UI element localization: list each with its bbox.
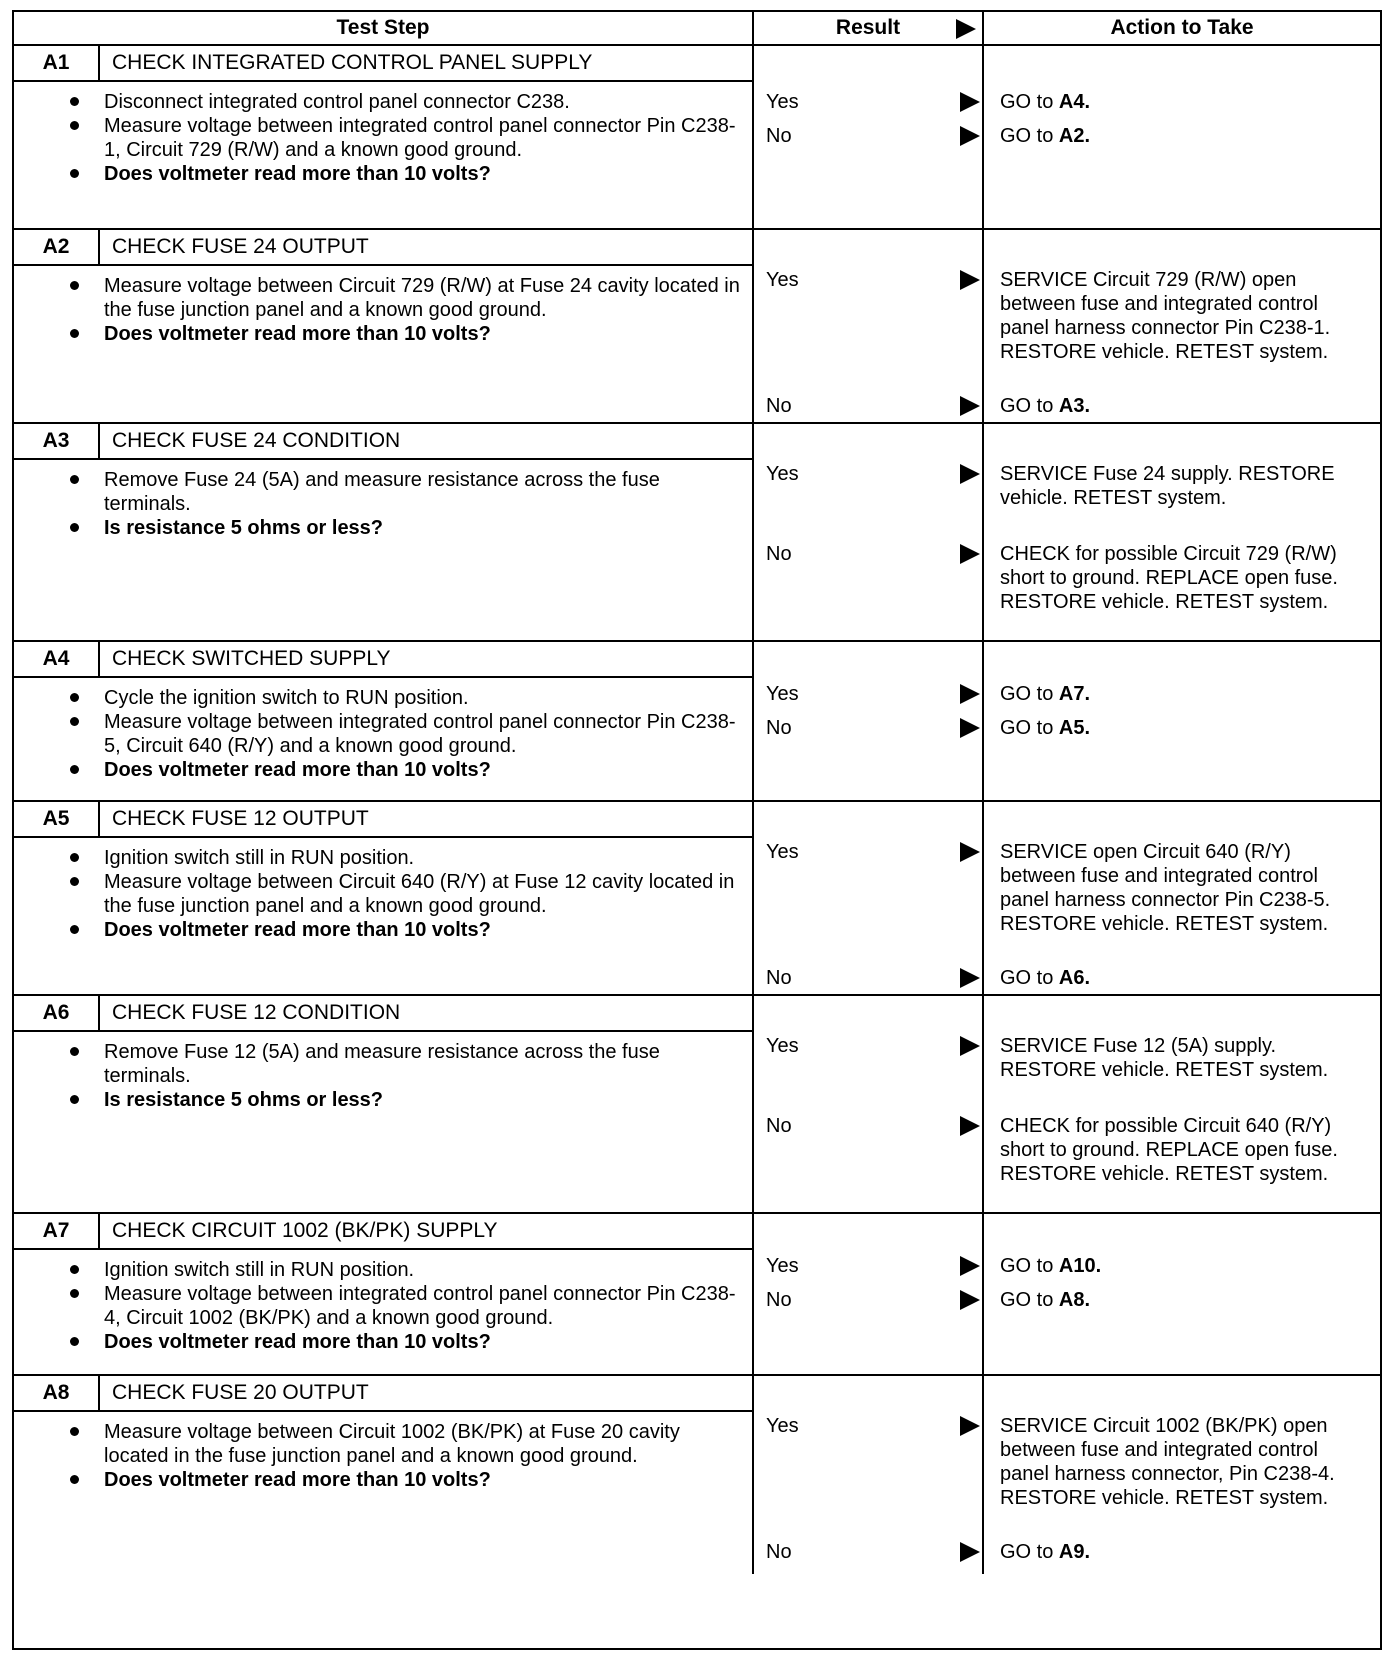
action-text (984, 1114, 1380, 1186)
result-text: Yes (766, 841, 799, 863)
arrow-right-icon (960, 968, 980, 988)
bullet-icon (70, 475, 79, 484)
step-results (754, 1214, 1380, 1374)
action-text (984, 90, 1380, 114)
result-row-yes (754, 682, 1380, 706)
step-instructions (14, 1250, 752, 1360)
action-text (984, 124, 1380, 148)
result-label (754, 268, 984, 364)
action-text (984, 1034, 1380, 1082)
result-label (754, 1254, 984, 1278)
step-header (14, 802, 752, 838)
arrow-right-icon (960, 1256, 980, 1276)
result-text: No (766, 1115, 792, 1137)
instruction-text: Measure voltage between integrated control panel connector Pin C238-4, Circuit 1002 (BK/PK) and a known good ground. (104, 1283, 736, 1329)
step-procedure (14, 802, 754, 994)
action-target-step: A8. (1058, 1289, 1091, 1311)
bullet-icon (70, 693, 79, 702)
question-text: Does voltmeter read more than 10 volts? (104, 759, 491, 781)
test-step-a7 (14, 1214, 1380, 1376)
result-label (754, 716, 984, 740)
step-instructions (14, 838, 752, 948)
step-procedure (14, 424, 754, 640)
test-step-a4 (14, 642, 1380, 802)
bullet-icon (70, 765, 79, 774)
step-header (14, 230, 752, 266)
arrow-right-icon (960, 92, 980, 112)
step-id: A5 (14, 802, 100, 836)
bullet-icon (70, 1475, 79, 1484)
result-row-no (754, 1288, 1380, 1312)
action-text (984, 268, 1380, 364)
action-main: GO to (1000, 683, 1059, 705)
step-results (754, 996, 1380, 1212)
bullet-icon (70, 169, 79, 178)
header-result (754, 12, 984, 44)
result-label (754, 1288, 984, 1312)
instruction-question (104, 1468, 742, 1492)
action-text (984, 462, 1380, 510)
action-target-step: A2. (1058, 125, 1091, 147)
result-label (754, 394, 984, 418)
table-header (14, 12, 1380, 46)
step-title: CHECK INTEGRATED CONTROL PANEL SUPPLY (112, 51, 593, 74)
action-main: GO to (1000, 395, 1059, 417)
result-text: No (766, 543, 792, 565)
instruction-item (104, 1258, 742, 1282)
step-title: CHECK FUSE 12 CONDITION (112, 1001, 401, 1024)
step-header (14, 424, 752, 460)
action-main: GO to (1000, 967, 1059, 989)
step-results (754, 230, 1380, 422)
result-text: No (766, 395, 792, 417)
arrow-right-icon (960, 1116, 980, 1136)
bullet-icon (70, 1427, 79, 1436)
instruction-question (104, 1088, 742, 1112)
instruction-question (104, 322, 742, 346)
instruction-text: Disconnect integrated control panel connector C238. (104, 91, 570, 113)
instruction-text: Measure voltage between Circuit 640 (R/Y) at Fuse 12 cavity located in the fuse junction panel and a known good ground. (104, 871, 735, 917)
diagnostic-table (12, 10, 1382, 1650)
step-instructions (14, 266, 752, 352)
step-title: CHECK CIRCUIT 1002 (BK/PK) SUPPLY (112, 1219, 498, 1242)
action-text (984, 1540, 1380, 1564)
instruction-item (104, 1282, 742, 1330)
result-label (754, 682, 984, 706)
result-text: Yes (766, 1415, 799, 1437)
instruction-item (104, 1420, 742, 1468)
instruction-text: Remove Fuse 12 (5A) and measure resistance across the fuse terminals. (104, 1041, 660, 1087)
bullet-icon (70, 1095, 79, 1104)
result-row-yes (754, 840, 1380, 936)
header-action: Action to Take (1110, 16, 1254, 39)
steps-body (14, 46, 1380, 1574)
instruction-text: Measure voltage between Circuit 1002 (BK/PK) at Fuse 20 cavity located in the fuse junction panel and a known good ground. (104, 1421, 680, 1467)
step-id: A3 (14, 424, 100, 458)
step-id: A1 (14, 46, 100, 80)
step-instructions (14, 678, 752, 788)
action-target-step: A4. (1058, 91, 1091, 113)
action-main: GO to (1000, 717, 1059, 739)
instruction-text: Remove Fuse 24 (5A) and measure resistance across the fuse terminals. (104, 469, 660, 515)
header-result-label: Result (835, 16, 901, 39)
arrow-right-icon (960, 1542, 980, 1562)
bullet-icon (70, 329, 79, 338)
question-text: Does voltmeter read more than 10 volts? (104, 1469, 491, 1491)
result-text: Yes (766, 91, 799, 113)
bullet-icon (70, 925, 79, 934)
result-text: Yes (766, 269, 799, 291)
instruction-question (104, 1330, 742, 1354)
bullet-icon (70, 97, 79, 106)
arrow-right-icon (956, 19, 976, 39)
step-procedure (14, 230, 754, 422)
instruction-text: Cycle the ignition switch to RUN position. (104, 687, 469, 709)
action-target-step: A6. (1058, 967, 1091, 989)
instruction-item (104, 1040, 742, 1088)
step-id: A2 (14, 230, 100, 264)
result-label (754, 1540, 984, 1564)
action-main: GO to (1000, 125, 1059, 147)
result-row-yes (754, 268, 1380, 364)
test-step-a3 (14, 424, 1380, 642)
result-row-yes (754, 1034, 1380, 1082)
result-label (754, 1414, 984, 1510)
arrow-right-icon (960, 718, 980, 738)
bullet-icon (70, 1047, 79, 1056)
step-results (754, 424, 1380, 640)
arrow-right-icon (960, 396, 980, 416)
result-text: Yes (766, 1035, 799, 1057)
step-results (754, 642, 1380, 800)
action-main: SERVICE Fuse 24 supply. RESTORE vehicle. RETEST system. (1000, 463, 1335, 509)
action-main: SERVICE Circuit 729 (R/W) open between fuse and integrated control panel harness connector Pin C238-1. RESTORE vehicle. RETEST system. (1000, 269, 1331, 363)
action-main: GO to (1000, 1255, 1059, 1277)
test-step-a8 (14, 1376, 1380, 1574)
instruction-item (104, 114, 742, 162)
action-target-step: A10. (1058, 1255, 1102, 1277)
result-text: Yes (766, 463, 799, 485)
action-main: GO to (1000, 91, 1059, 113)
step-instructions (14, 82, 752, 192)
step-procedure (14, 46, 754, 228)
step-results (754, 46, 1380, 228)
result-text: No (766, 1541, 792, 1563)
instruction-text: Measure voltage between integrated control panel connector Pin C238-5, Circuit 640 (R/Y) and a known good ground. (104, 711, 736, 757)
action-target-step: A3. (1058, 395, 1091, 417)
bullet-icon (70, 877, 79, 886)
action-text (984, 682, 1380, 706)
question-text: Does voltmeter read more than 10 volts? (104, 919, 491, 941)
result-text: No (766, 1289, 792, 1311)
instruction-question (104, 758, 742, 782)
step-header (14, 1214, 752, 1250)
arrow-right-icon (960, 544, 980, 564)
result-text: No (766, 717, 792, 739)
instruction-item (104, 846, 742, 870)
bullet-icon (70, 1265, 79, 1274)
result-row-yes (754, 90, 1380, 114)
question-text: Is resistance 5 ohms or less? (104, 1089, 384, 1111)
instruction-text: Ignition switch still in RUN position. (104, 1259, 415, 1281)
result-label (754, 1034, 984, 1082)
action-text (984, 542, 1380, 614)
step-instructions (14, 1412, 752, 1498)
step-procedure (14, 642, 754, 800)
action-main: CHECK for possible Circuit 640 (R/Y) short to ground. REPLACE open fuse. RESTORE vehicle. RETEST system. (1000, 1115, 1338, 1185)
result-row-no (754, 124, 1380, 148)
bullet-icon (70, 717, 79, 726)
bullet-icon (70, 853, 79, 862)
result-text: No (766, 125, 792, 147)
step-id: A6 (14, 996, 100, 1030)
instruction-text: Measure voltage between integrated control panel connector Pin C238-1, Circuit 729 (R/W) and a known good ground. (104, 115, 736, 161)
step-id: A8 (14, 1376, 100, 1410)
action-text (984, 1288, 1380, 1312)
action-target-step: A5. (1058, 717, 1091, 739)
step-results (754, 802, 1380, 994)
step-title: CHECK FUSE 20 OUTPUT (112, 1381, 369, 1404)
action-text (984, 966, 1380, 990)
result-row-no (754, 542, 1380, 614)
step-instructions (14, 1032, 752, 1118)
action-text (984, 716, 1380, 740)
step-title: CHECK FUSE 24 OUTPUT (112, 235, 369, 258)
result-row-yes (754, 462, 1380, 510)
result-row-yes (754, 1254, 1380, 1278)
result-row-no (754, 1540, 1380, 1564)
action-main: GO to (1000, 1289, 1059, 1311)
step-header (14, 1376, 752, 1412)
action-target-step: A9. (1058, 1541, 1091, 1563)
result-row-yes (754, 1414, 1380, 1510)
test-step-a5 (14, 802, 1380, 996)
instruction-item (104, 686, 742, 710)
action-main: GO to (1000, 1541, 1059, 1563)
test-step-a2 (14, 230, 1380, 424)
arrow-right-icon (960, 684, 980, 704)
question-text: Is resistance 5 ohms or less? (104, 517, 384, 539)
step-header (14, 996, 752, 1032)
result-text: Yes (766, 683, 799, 705)
instruction-text: Ignition switch still in RUN position. (104, 847, 415, 869)
question-text: Does voltmeter read more than 10 volts? (104, 163, 491, 185)
step-id: A4 (14, 642, 100, 676)
step-procedure (14, 1214, 754, 1374)
instruction-question (104, 918, 742, 942)
instruction-question (104, 162, 742, 186)
bullet-icon (70, 1337, 79, 1346)
instruction-question (104, 516, 742, 540)
step-header (14, 46, 752, 82)
step-header (14, 642, 752, 678)
result-label (754, 462, 984, 510)
instruction-item (104, 90, 742, 114)
result-label (754, 1114, 984, 1186)
action-text (984, 1254, 1380, 1278)
bullet-icon (70, 523, 79, 532)
result-text: No (766, 967, 792, 989)
result-label (754, 542, 984, 614)
result-label (754, 124, 984, 148)
action-main: SERVICE open Circuit 640 (R/Y) between fuse and integrated control panel harness connector Pin C238-5. RESTORE vehicle. RETEST system. (1000, 841, 1331, 935)
result-row-no (754, 1114, 1380, 1186)
step-instructions (14, 460, 752, 546)
step-id: A7 (14, 1214, 100, 1248)
action-main: SERVICE Circuit 1002 (BK/PK) open between fuse and integrated control panel harness connector, Pin C238-4. RESTORE vehicle. RETEST system. (1000, 1415, 1335, 1509)
step-results (754, 1376, 1380, 1574)
arrow-right-icon (960, 464, 980, 484)
arrow-right-icon (960, 842, 980, 862)
step-procedure (14, 996, 754, 1212)
arrow-right-icon (960, 126, 980, 146)
instruction-item (104, 870, 742, 918)
action-main: CHECK for possible Circuit 729 (R/W) short to ground. REPLACE open fuse. RESTORE vehicle. RETEST system. (1000, 543, 1338, 613)
bullet-icon (70, 281, 79, 290)
step-title: CHECK FUSE 12 OUTPUT (112, 807, 369, 830)
result-row-no (754, 394, 1380, 418)
test-step-a1 (14, 46, 1380, 230)
bullet-icon (70, 1289, 79, 1298)
instruction-item (104, 710, 742, 758)
bullet-icon (70, 121, 79, 130)
action-text (984, 840, 1380, 936)
arrow-right-icon (960, 1290, 980, 1310)
arrow-right-icon (960, 1416, 980, 1436)
arrow-right-icon (960, 270, 980, 290)
step-title: CHECK FUSE 24 CONDITION (112, 429, 401, 452)
action-target-step: A7. (1058, 683, 1091, 705)
action-main: SERVICE Fuse 12 (5A) supply. RESTORE vehicle. RETEST system. (1000, 1035, 1329, 1081)
result-row-no (754, 966, 1380, 990)
instruction-item (104, 468, 742, 516)
result-text: Yes (766, 1255, 799, 1277)
question-text: Does voltmeter read more than 10 volts? (104, 323, 491, 345)
action-text (984, 394, 1380, 418)
result-label (754, 840, 984, 936)
result-row-no (754, 716, 1380, 740)
header-test-step: Test Step (14, 12, 754, 44)
arrow-right-icon (960, 1036, 980, 1056)
result-label (754, 90, 984, 114)
instruction-item (104, 274, 742, 322)
step-title: CHECK SWITCHED SUPPLY (112, 647, 391, 670)
step-procedure (14, 1376, 754, 1574)
instruction-text: Measure voltage between Circuit 729 (R/W) at Fuse 24 cavity located in the fuse junction panel and a known good ground. (104, 275, 740, 321)
action-text (984, 1414, 1380, 1510)
question-text: Does voltmeter read more than 10 volts? (104, 1331, 491, 1353)
test-step-a6 (14, 996, 1380, 1214)
result-label (754, 966, 984, 990)
